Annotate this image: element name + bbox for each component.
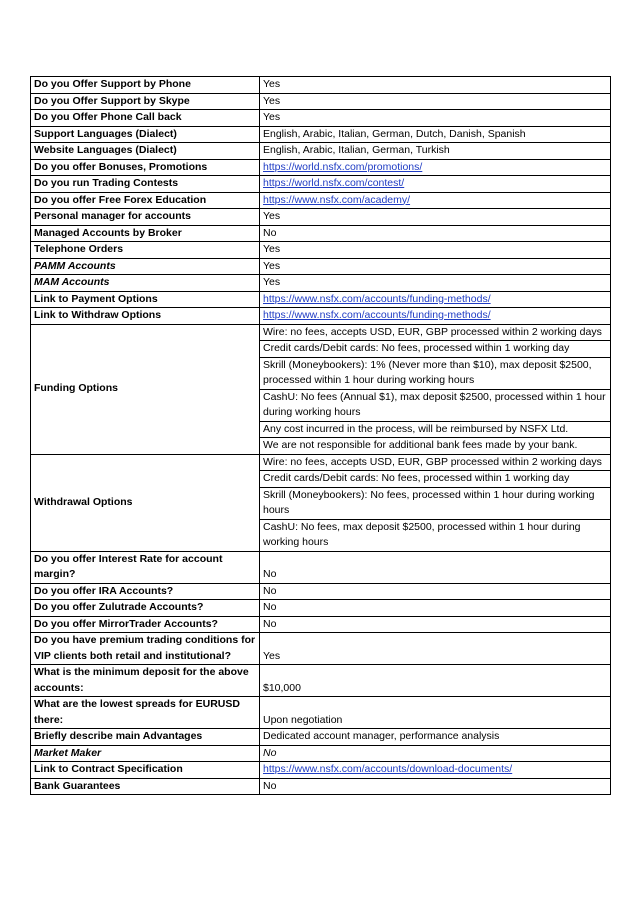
answer-cell <box>260 762 611 779</box>
question-cell: Do you offer MirrorTrader Accounts? <box>31 616 260 633</box>
question-cell: Do you offer Zulutrade Accounts? <box>31 600 260 617</box>
answer-cell: Yes <box>260 209 611 226</box>
answer-cell: No <box>260 600 611 617</box>
answer-cell: No <box>260 583 611 600</box>
table-row <box>31 225 611 242</box>
answer-cell: Yes <box>260 275 611 292</box>
answer-cell: Yes <box>260 633 611 665</box>
table-row <box>31 110 611 127</box>
answer-cell: Upon negotiation <box>260 697 611 729</box>
withdraw-options-link[interactable]: https://www.nsfx.com/accounts/funding-methods/ <box>263 309 491 321</box>
table-row <box>31 778 611 795</box>
payment-options-link[interactable]: https://www.nsfx.com/accounts/funding-methods/ <box>263 292 491 305</box>
question-cell: Do you Offer Support by Skype <box>31 93 260 110</box>
question-cell: Link to Contract Specification <box>31 762 260 779</box>
answer-cell: No <box>260 225 611 242</box>
question-cell: Do you Offer Support by Phone <box>31 77 260 94</box>
table-row <box>31 176 611 193</box>
answer-cell <box>260 159 611 176</box>
question-cell: PAMM Accounts <box>31 258 260 275</box>
answer-cell: English, Arabic, Italian, German, Turkish <box>260 143 611 160</box>
answer-cell: No <box>260 551 611 583</box>
answer-cell: Yes <box>260 93 611 110</box>
question-cell: Managed Accounts by Broker <box>31 225 260 242</box>
answer-cell: Yes <box>260 258 611 275</box>
funding-option: Skrill (Moneybookers): 1% (Never more than $10), max deposit $2500, processed within 1 hour during working hours <box>260 357 611 389</box>
table-row <box>31 633 611 665</box>
question-cell: What is the minimum deposit for the above accounts: <box>31 665 260 697</box>
table-row <box>31 258 611 275</box>
question-cell: Support Languages (Dialect) <box>31 126 260 143</box>
table-row <box>31 745 611 762</box>
question-cell: Personal manager for accounts <box>31 209 260 226</box>
funding-option: Wire: no fees, accepts USD, EUR, GBP processed within 2 working days <box>260 324 611 341</box>
withdrawal-option: Skrill (Moneybookers): No fees, processed within 1 hour during working hours <box>260 487 611 519</box>
table-row <box>31 551 611 583</box>
answer-cell <box>260 291 611 308</box>
table-row <box>31 454 611 471</box>
answer-cell: English, Arabic, Italian, German, Dutch, Danish, Spanish <box>260 126 611 143</box>
table-row <box>31 665 611 697</box>
contest-link[interactable]: https://world.nsfx.com/contest/ <box>263 177 405 189</box>
question-cell: Market Maker <box>31 745 260 762</box>
question-cell: Bank Guarantees <box>31 778 260 795</box>
table-row <box>31 291 611 308</box>
table-row <box>31 93 611 110</box>
answer-cell: No <box>260 616 611 633</box>
question-cell: Do you run Trading Contests <box>31 176 260 193</box>
answer-cell <box>260 176 611 193</box>
funding-options-label: Funding Options <box>31 324 260 454</box>
withdrawal-option: Credit cards/Debit cards: No fees, processed within 1 working day <box>260 471 611 488</box>
table-row <box>31 583 611 600</box>
answer-cell: $10,000 <box>260 665 611 697</box>
question-cell: Do you offer Free Forex Education <box>31 192 260 209</box>
question-cell: MAM Accounts <box>31 275 260 292</box>
table-row <box>31 762 611 779</box>
question-cell: Telephone Orders <box>31 242 260 259</box>
table-row <box>31 143 611 160</box>
table-row <box>31 600 611 617</box>
answer-cell: Dedicated account manager, performance analysis <box>260 729 611 746</box>
question-cell: Link to Withdraw Options <box>31 308 260 325</box>
answer-cell: Yes <box>260 77 611 94</box>
funding-option: CashU: No fees (Annual $1), max deposit $2500, processed within 1 hour during working hours <box>260 389 611 421</box>
question-cell: Link to Payment Options <box>31 291 260 308</box>
table-row <box>31 126 611 143</box>
answer-cell: Yes <box>260 110 611 127</box>
question-cell: Do you offer IRA Accounts? <box>31 583 260 600</box>
question-cell: Do you offer Interest Rate for account margin? <box>31 551 260 583</box>
academy-link[interactable]: https://www.nsfx.com/academy/ <box>263 193 411 206</box>
table-row <box>31 77 611 94</box>
withdrawal-option: CashU: No fees, max deposit $2500, processed within 1 hour during working hours <box>260 519 611 551</box>
question-cell: What are the lowest spreads for EURUSD there: <box>31 697 260 729</box>
answer-cell: Yes <box>260 242 611 259</box>
contract-specification-link[interactable]: https://www.nsfx.com/accounts/download-documents/ <box>263 763 513 775</box>
table-row <box>31 192 611 209</box>
question-cell: Do you have premium trading conditions for VIP clients both retail and institutional? <box>31 633 260 665</box>
table-row <box>31 242 611 259</box>
question-cell: Do you offer Bonuses, Promotions <box>31 159 260 176</box>
table-row <box>31 729 611 746</box>
table-row <box>31 697 611 729</box>
funding-option: Any cost incurred in the process, will be reimbursed by NSFX Ltd. <box>260 421 611 438</box>
answer-cell: No <box>260 745 611 762</box>
table-row <box>31 209 611 226</box>
table-row <box>31 616 611 633</box>
funding-option: Credit cards/Debit cards: No fees, processed within 1 working day <box>260 341 611 358</box>
table-row <box>31 275 611 292</box>
answer-cell <box>260 308 611 325</box>
question-cell: Briefly describe main Advantages <box>31 729 260 746</box>
broker-info-table <box>30 76 611 795</box>
table-row <box>31 159 611 176</box>
promotions-link[interactable]: https://world.nsfx.com/promotions/ <box>263 160 423 173</box>
withdrawal-options-label: Withdrawal Options <box>31 454 260 551</box>
question-cell: Do you Offer Phone Call back <box>31 110 260 127</box>
answer-cell <box>260 192 611 209</box>
table-row <box>31 324 611 341</box>
answer-cell: No <box>260 778 611 795</box>
question-cell: Website Languages (Dialect) <box>31 143 260 160</box>
table-row <box>31 308 611 325</box>
funding-option: We are not responsible for additional bank fees made by your bank. <box>260 438 611 455</box>
withdrawal-option: Wire: no fees, accepts USD, EUR, GBP processed within 2 working days <box>260 454 611 471</box>
